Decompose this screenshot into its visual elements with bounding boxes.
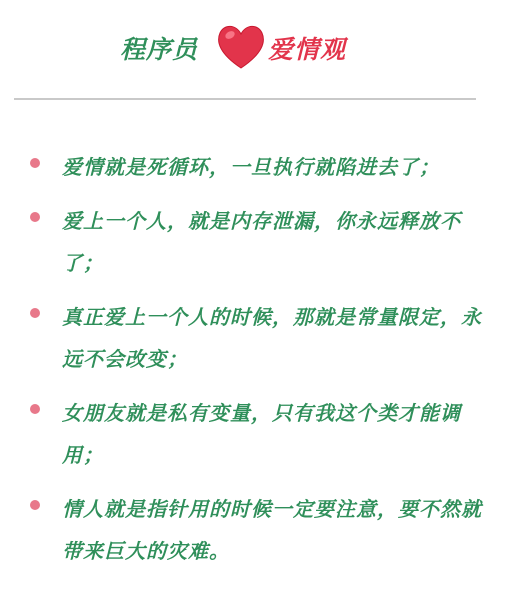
list-item bbox=[0, 200, 526, 284]
bullet-list bbox=[0, 146, 526, 584]
title-right: 爱情观 bbox=[268, 35, 347, 64]
bullet-icon bbox=[30, 308, 40, 318]
list-item bbox=[0, 296, 526, 380]
list-item bbox=[0, 488, 526, 572]
bullet-icon bbox=[30, 404, 40, 414]
list-item-text: 爱上一个人，就是内存泄漏，你永远释放不了； bbox=[62, 209, 461, 275]
list-item-text: 真正爱上一个人的时候，那就是常量限定，永远不会改变； bbox=[62, 305, 482, 371]
bullet-icon bbox=[30, 212, 40, 222]
bullet-icon bbox=[30, 158, 40, 168]
list-item-text: 女朋友就是私有变量，只有我这个类才能调用； bbox=[62, 401, 461, 467]
divider bbox=[14, 98, 476, 100]
list-item bbox=[0, 146, 526, 188]
list-item-text: 情人就是指针用的时候一定要注意，要不然就带来巨大的灾难。 bbox=[62, 497, 482, 563]
heart-icon bbox=[214, 20, 268, 72]
list-item bbox=[0, 392, 526, 476]
bullet-icon bbox=[30, 500, 40, 510]
list-item-text: 爱情就是死循环，一旦执行就陷进去了； bbox=[62, 155, 440, 179]
page-title bbox=[0, 20, 526, 76]
title-left: 程序员 bbox=[120, 35, 199, 64]
